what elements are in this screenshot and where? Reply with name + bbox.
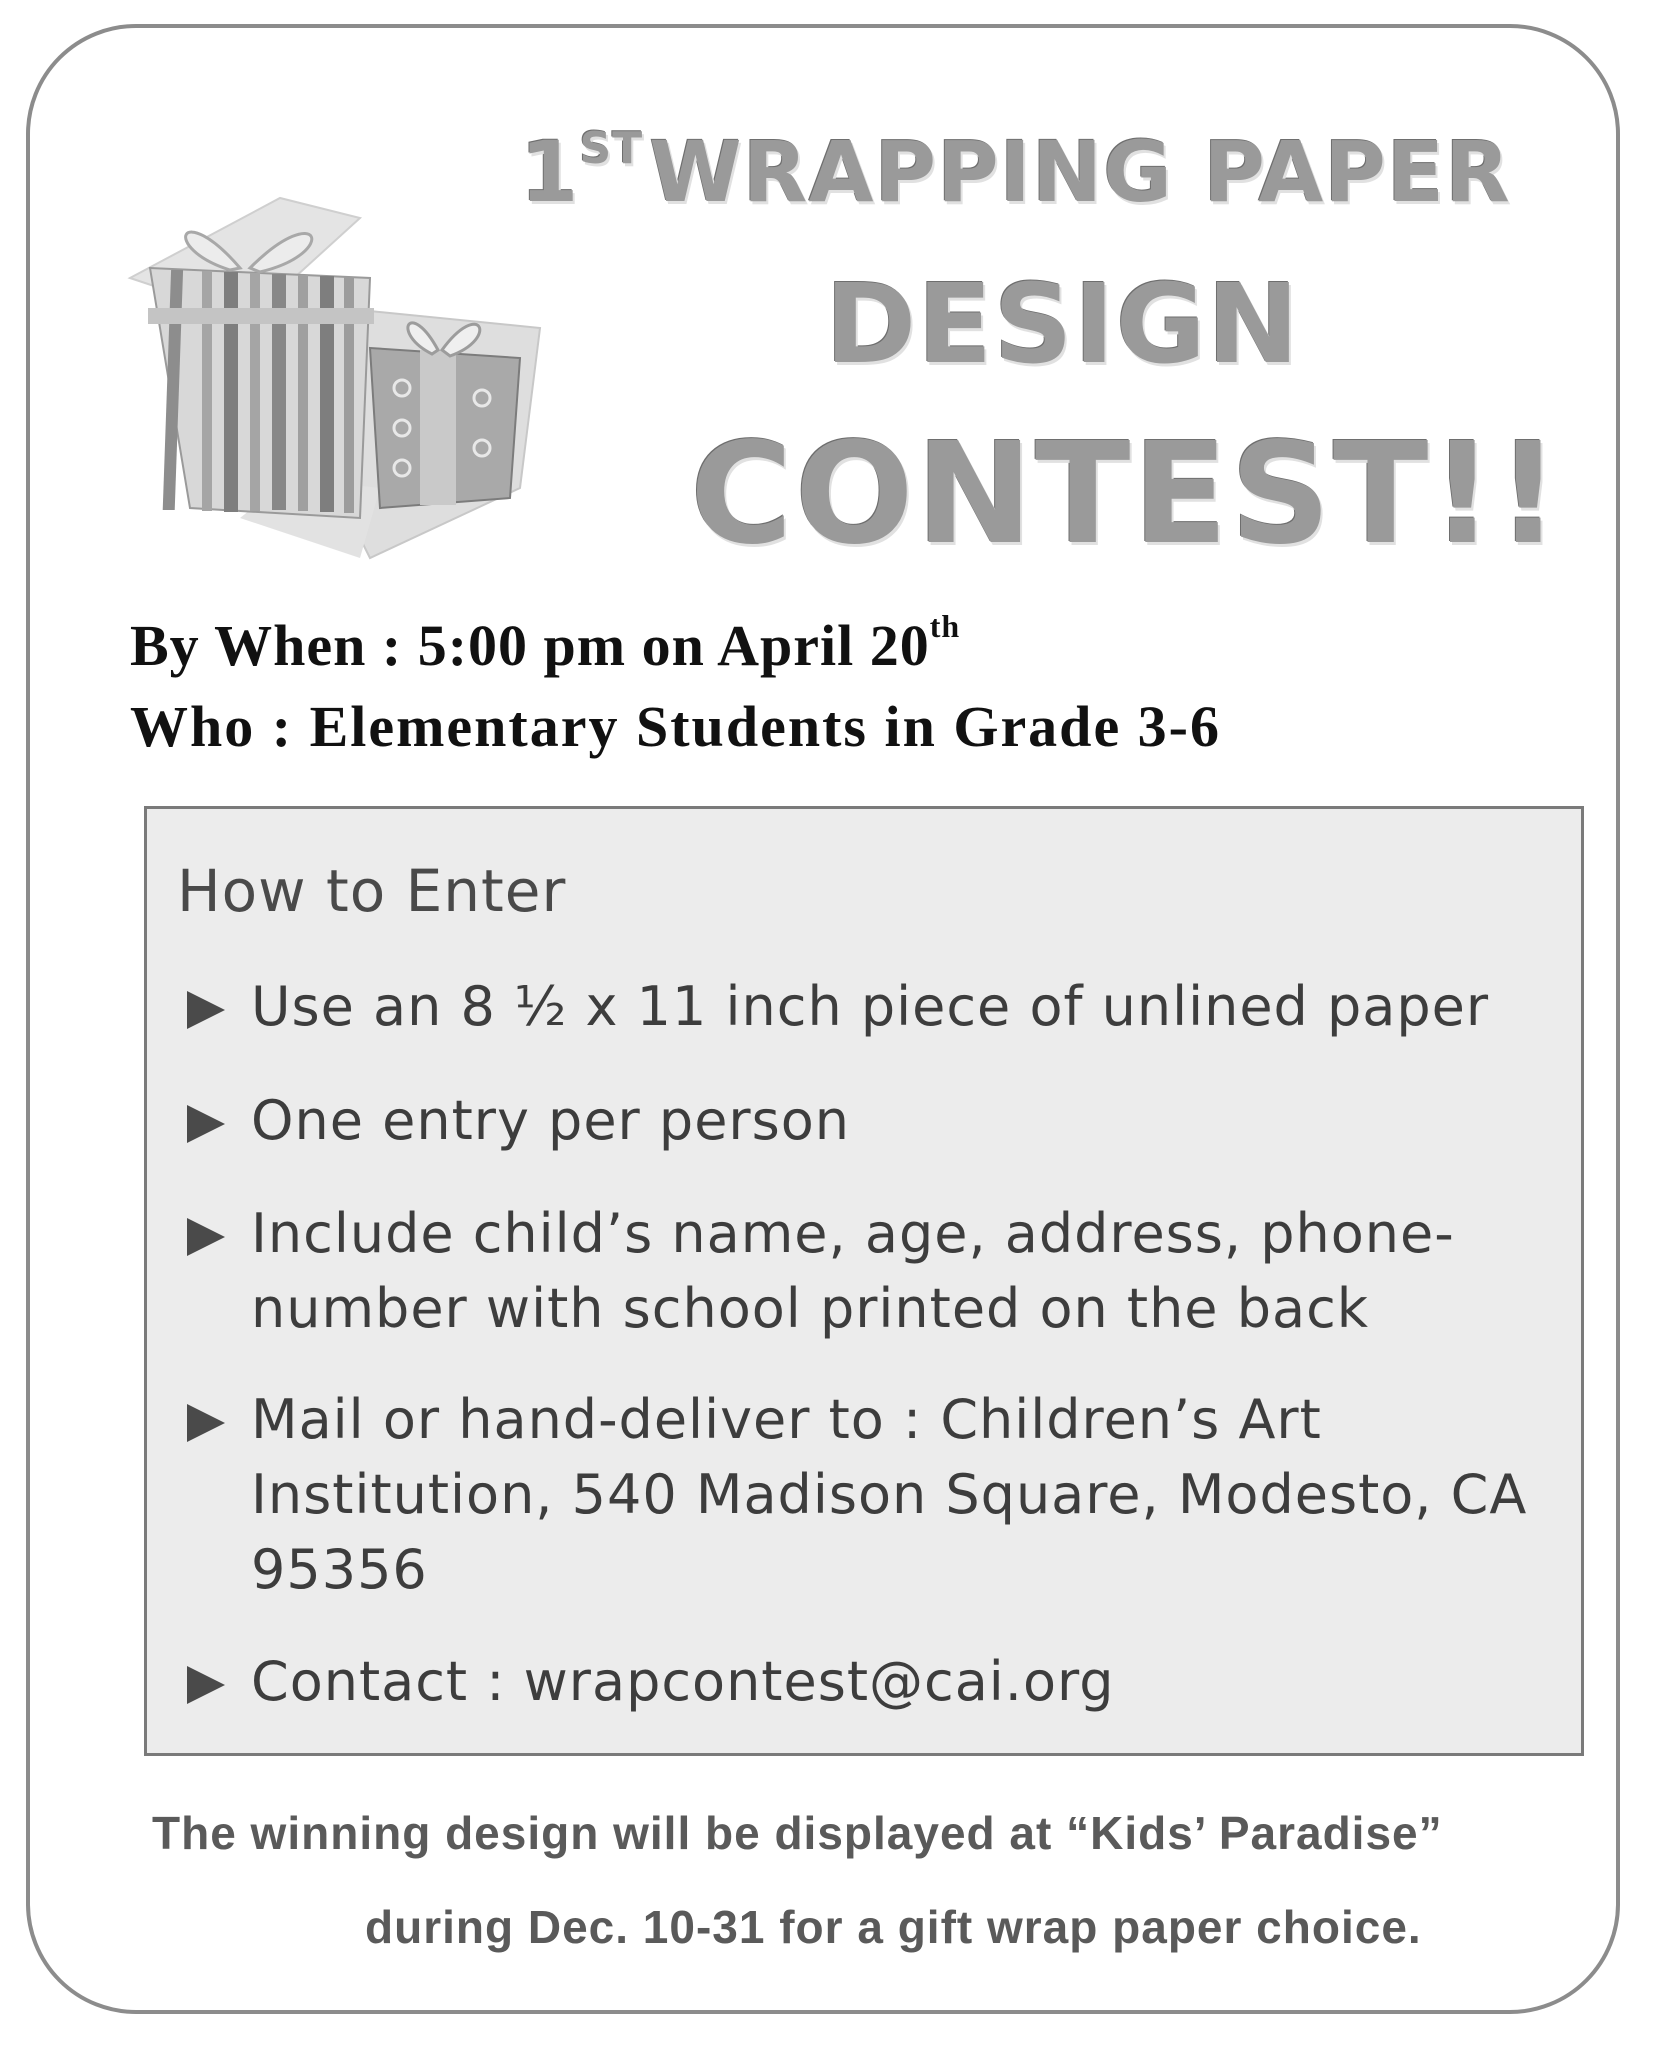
triangle-right-icon <box>183 969 243 1044</box>
gift-boxes-illustration <box>120 158 580 578</box>
triangle-right-icon <box>183 1196 243 1271</box>
list-item-text: Use an 8 ½ x 11 inch piece of unlined paper <box>251 975 1490 1038</box>
deadline-text <box>130 608 960 679</box>
title-line-2: DESIGN <box>825 260 1300 388</box>
list-item-text: Mail or hand-deliver to : Children’s Art Institution, 540 Madison Square, Modesto, CA 95356 <box>251 1388 1528 1601</box>
list-item <box>183 969 1563 1044</box>
eligibility-text: Who : Elementary Students in Grade 3-6 <box>130 694 1221 759</box>
list-item-text: One entry per person <box>251 1089 851 1152</box>
list-item-text: Include child’s name, age, address, phone-number with school printed on the back <box>251 1202 1455 1340</box>
contact-email-text: Contact : wrapcontest@cai.org <box>251 1650 1115 1713</box>
deadline-suffix: th <box>929 608 961 644</box>
how-to-enter-box <box>144 806 1584 1756</box>
list-item <box>183 1196 1563 1346</box>
triangle-right-icon <box>183 1644 243 1719</box>
list-item <box>183 1083 1563 1158</box>
list-item <box>183 1644 1563 1719</box>
triangle-right-icon <box>183 1083 243 1158</box>
deadline-main: By When : 5:00 pm on April 20 <box>130 613 930 678</box>
how-to-enter-heading: How to Enter <box>177 857 567 925</box>
triangle-right-icon <box>183 1382 243 1457</box>
footer-line-1: The winning design will be displayed at “Kids’ Paradise” <box>152 1807 1443 1859</box>
title-ordinal-suffix: ST <box>579 123 644 174</box>
footer-line-2: during Dec. 10-31 for a gift wrap paper choice. <box>365 1901 1422 1953</box>
contest-flyer <box>26 24 1620 2014</box>
title-number: 1 <box>520 123 580 221</box>
title-line-3: CONTEST!! <box>690 413 1563 576</box>
title-line-1 <box>520 123 1511 221</box>
title-wrapping-paper: WRAPPING PAPER <box>649 123 1511 221</box>
list-item <box>183 1382 1563 1607</box>
